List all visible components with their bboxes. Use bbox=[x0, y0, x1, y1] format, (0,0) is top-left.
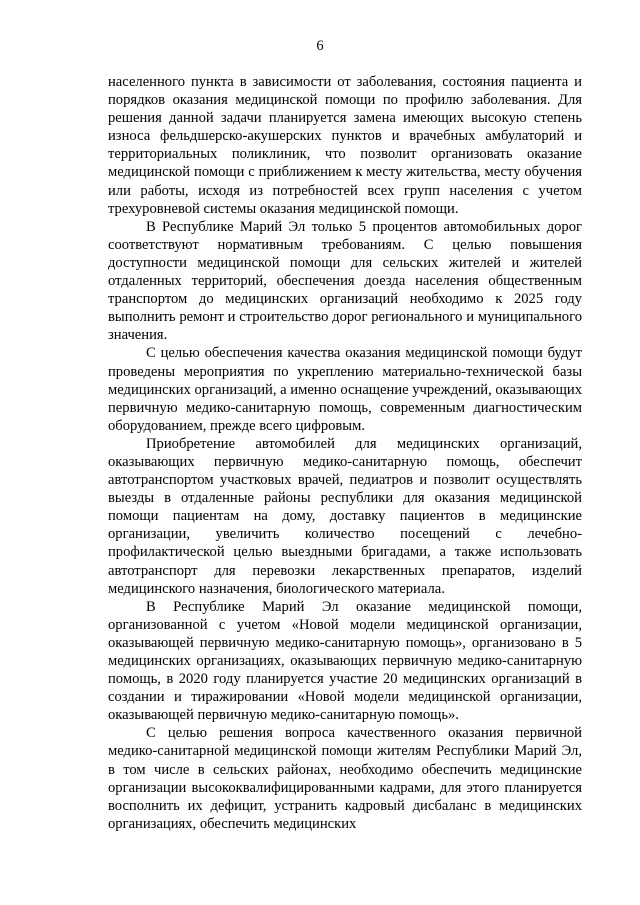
page-number: 6 bbox=[316, 38, 324, 54]
paragraph-4: Приобретение автомобилей для медицинских организаций, оказывающих первичную медико-санитарную помощь, обеспечит автотранспортом участковых врачей, педиатров и позволит осуществлять выезды в отдаленные районы республики для оказания медицинской помощи пациентам на дому, доставку пациентов в медицинские организации, увеличить количество посещений с лечебно-профилактической целью выездными бригадами, а также использовать автотранспорт для перевозки лекарственных препаратов, изделий медицинского назначения, биологического материала. bbox=[108, 435, 582, 597]
paragraph-3: С целью обеспечения качества оказания медицинской помощи будут проведены мероприятия по укреплению материально-технической базы медицинских организаций, а именно оснащение учреждений, оказывающих первичную медико-санитарную помощь, современным диагностическим оборудованием, прежде всего цифровым. bbox=[108, 345, 583, 434]
paragraph-6: С целью решения вопроса качественного оказания первичной медико-санитарной медицинской помощи жителям Республики Марий Эл, в том числе в сельских районах, необходимо обеспечить медицинские организации высококвалифицированными кадрами, для этого планируется восполнить их дефицит, устранить кадровый дисбаланс в медицинских организациях, обеспечить медицинских bbox=[108, 725, 582, 832]
paragraph-2: В Республике Марий Эл только 5 процентов автомобильных дорог соответствуют нормативным требованиям. С целью повышения доступности медицинской помощи для сельских жителей и жителей отдаленных территорий, обеспечения доезда населения общественным транспортом до медицинских организаций необходимо к 2025 году выполнить ремонт и строительство дорог регионального и муниципального значения. bbox=[108, 218, 582, 344]
document-body bbox=[108, 73, 582, 833]
paragraph-5: В Республике Марий Эл оказание медицинской помощи, организованной с учетом «Новой модели медицинской организации, оказывающей первичную медико-санитарную помощь», организовано в 5 медицинских организациях, оказывающих первичную медико-санитарную помощь, в 2020 году планируется участие 20 медицинских организаций в создании и тиражировании «Новой модели медицинской организации, оказывающей первичную медико-санитарную помощь». bbox=[108, 598, 582, 724]
paragraph-1: населенного пункта в зависимости от заболевания, состояния пациента и порядков оказания медицинской помощи по профилю заболевания. Для решения данной задачи планируется замена имеющих высокую степень износа фельдшерско-акушерских пунктов и врачебных амбулаторий и территориальных поликлиник, что позволит организовать оказание медицинской помощи с приближением к месту жительства, месту обучения или работы, исходя из потребностей всех групп населения с учетом трехуровневой системы оказания медицинской помощи. bbox=[108, 74, 582, 217]
